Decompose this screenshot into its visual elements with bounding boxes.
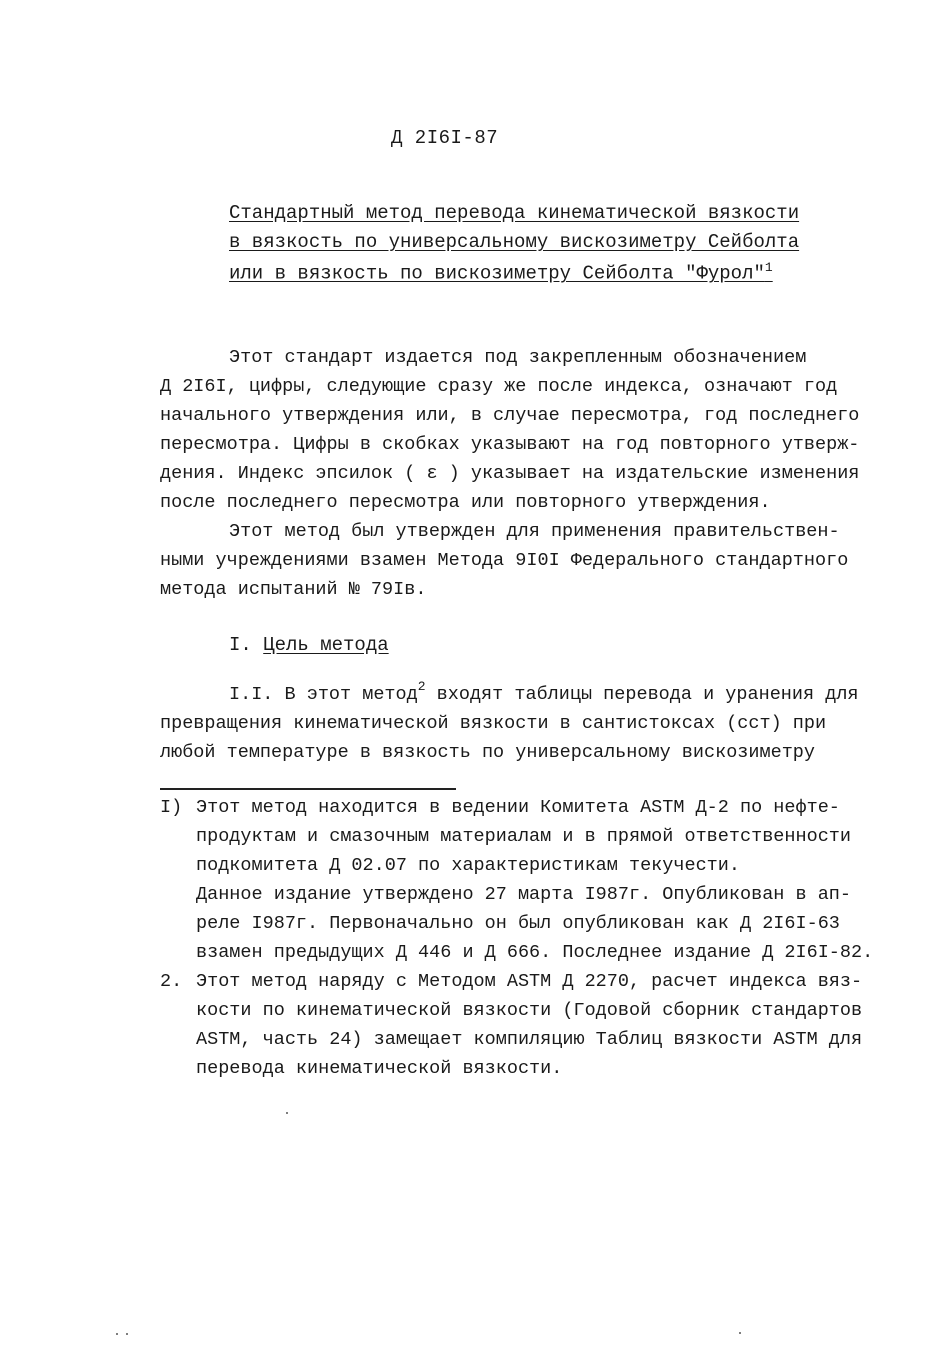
footnote-separator — [160, 788, 456, 790]
section-number: I. — [229, 634, 252, 656]
footnote-mark: 2. — [160, 971, 183, 992]
footnote-line: взамен предыдущих Д 446 и Д 666. Последнее издание Д 2I6I-82. — [196, 942, 874, 963]
section-heading — [229, 634, 389, 656]
intro-line: после последнего пересмотра или повторного утверждения. — [160, 492, 771, 513]
clause-lead: I.I. В этот метод — [229, 684, 418, 705]
footnote-line: Этот метод находится в ведении Комитета ASTM Д-2 по нефте- — [196, 797, 840, 818]
title-footnote-mark: 1 — [764, 260, 773, 275]
scan-speck — [116, 1333, 118, 1335]
footnote-line: Этот метод наряду с Методом ASTM Д 2270, расчет индекса вяз- — [196, 971, 863, 992]
scan-speck — [286, 1112, 288, 1114]
intro-line: дения. Индекс эпсилок ( ε ) указывает на издательские изменения — [160, 463, 860, 484]
clause-footnote-mark: 2 — [417, 679, 426, 694]
clause-rest: входят таблицы перевода и уранения для — [425, 684, 859, 705]
intro-line: Этот метод был утвержден для применения правительствен- — [229, 521, 840, 542]
title-line-1: Стандартный метод перевода кинематической вязкости — [229, 202, 800, 224]
intro-line: пересмотра. Цифры в скобках указывают на год повторного утверж- — [160, 434, 860, 455]
title-line-2: в вязкость по универсальному вискозиметру Сейболта — [229, 231, 800, 253]
footnote-line: кости по кинематической вязкости (Годовой сборник стандартов — [196, 1000, 863, 1021]
intro-line: Д 2I6I, цифры, следующие сразу же после индекса, означают год — [160, 376, 838, 397]
intro-line: метода испытаний № 79Iв. — [160, 579, 427, 600]
title-line-3-text: или в вязкость по вискозиметру Сейболта "Фурол" — [229, 262, 765, 285]
footnote-line: перевода кинематической вязкости. — [196, 1058, 563, 1079]
document-number: Д 2I6I-87 — [391, 127, 499, 149]
intro-line: Этот стандарт издается под закрепленным обозначением — [229, 347, 807, 368]
scan-speck — [126, 1333, 128, 1335]
intro-line: ными учреждениями взамен Метода 9I0I Федерального стандартного — [160, 550, 849, 571]
footnote-line: реле I987г. Первоначально он был опубликован как Д 2I6I-63 — [196, 913, 840, 934]
footnote-line: ASTM, часть 24) замещает компиляцию Таблиц вязкости ASTM для — [196, 1029, 863, 1050]
clause-line: любой температуре в вязкость по универсальному вискозиметру — [160, 742, 816, 763]
footnote-mark: I) — [160, 797, 183, 818]
section-title: Цель метода — [263, 634, 389, 656]
intro-line: начального утверждения или, в случае пересмотра, год последнего — [160, 405, 860, 426]
footnote-line: Данное издание утверждено 27 марта I987г. Опубликован в ап- — [196, 884, 852, 905]
scan-speck — [739, 1332, 741, 1334]
footnote-line: подкомитета Д 02.07 по характеристикам текучести. — [196, 855, 740, 876]
clause-line: превращения кинематической вязкости в сантистоксах (сст) при — [160, 713, 827, 734]
title-line-3 — [229, 260, 773, 284]
footnote-line: продуктам и смазочным материалам и в прямой ответственности — [196, 826, 852, 847]
clause-line — [229, 680, 859, 710]
